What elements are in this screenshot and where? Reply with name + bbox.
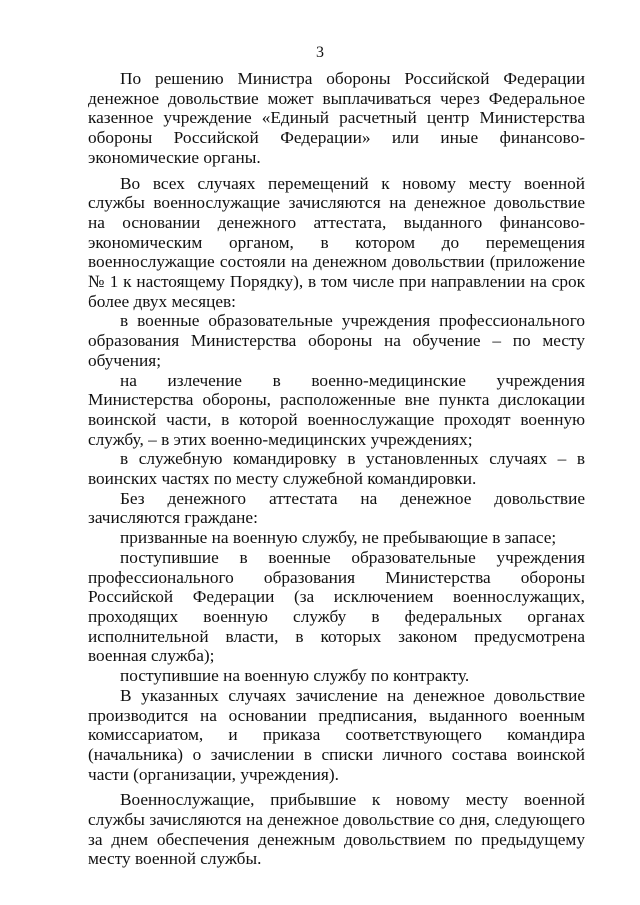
paragraph-without-attestation: Без денежного аттестата на денежное довольствие зачисляются граждане: — [88, 488, 585, 528]
paragraph-enrollment-date: Военнослужащие, прибывшие к новому месту военной службы зачисляются на денежное довольствие со дня, следующего за днем обеспечения денежным довольствием по предыдущему месту военной службы. — [88, 790, 585, 869]
paragraph-education-institutions: в военные образовательные учреждения профессионального образования Министерства обороны на обучение – по месту обучения; — [88, 311, 585, 370]
paragraph-ministry-decision: По решению Министра обороны Российской Федерации денежное довольствие может выплачиваться через Федеральное казенное учреждение «Единый расчетный центр Министерства обороны Российской Федерации» или иные финансово-экономические органы. — [88, 69, 585, 167]
paragraph-military-students: поступившие в военные образовательные учреждения профессионального образования Министерства обороны Российской Федерации (за исключением военнослужащих, проходящих военную службу в федеральных органах исполнительной власти, в которых законом предусмотрена военная служба); — [88, 547, 585, 666]
document-body — [88, 69, 585, 869]
paragraph-conscripts: призванные на военную службу, не пребывающие в запасе; — [120, 528, 557, 548]
paragraph-contract-service: поступившие на военную службу по контракту. — [120, 666, 470, 686]
paragraph-medical-treatment: на излечение в военно-медицинские учреждения Министерства обороны, расположенные вне пункта дислокации воинской части, в которой военнослужащие проходят военную службу, – в этих военно-медицинских учреждениях; — [88, 370, 585, 449]
paragraph-business-trip: в служебную командировку в установленных случаях – в воинских частях по месту служебной командировки. — [88, 449, 585, 489]
paragraph-enrollment-basis: В указанных случаях зачисление на денежное довольствие производится на основании предписания, выданного военным комиссариатом, и приказа соответствующего командира (начальника) о зачислении в списки личного состава воинской части (организации, учреждения). — [88, 685, 585, 784]
paragraph-relocation-attestation: Во всех случаях перемещений к новому месту военной службы военнослужащие зачисляются на денежное довольствие на основании денежного аттестата, выданного финансово-экономическим органом, в котором до перемещения военнослужащие состояли на денежном довольствии (приложение № 1 к настоящему Порядку), в том числе при направлении на срок более двух месяцев: — [88, 173, 585, 311]
page-number: 3 — [316, 44, 324, 61]
